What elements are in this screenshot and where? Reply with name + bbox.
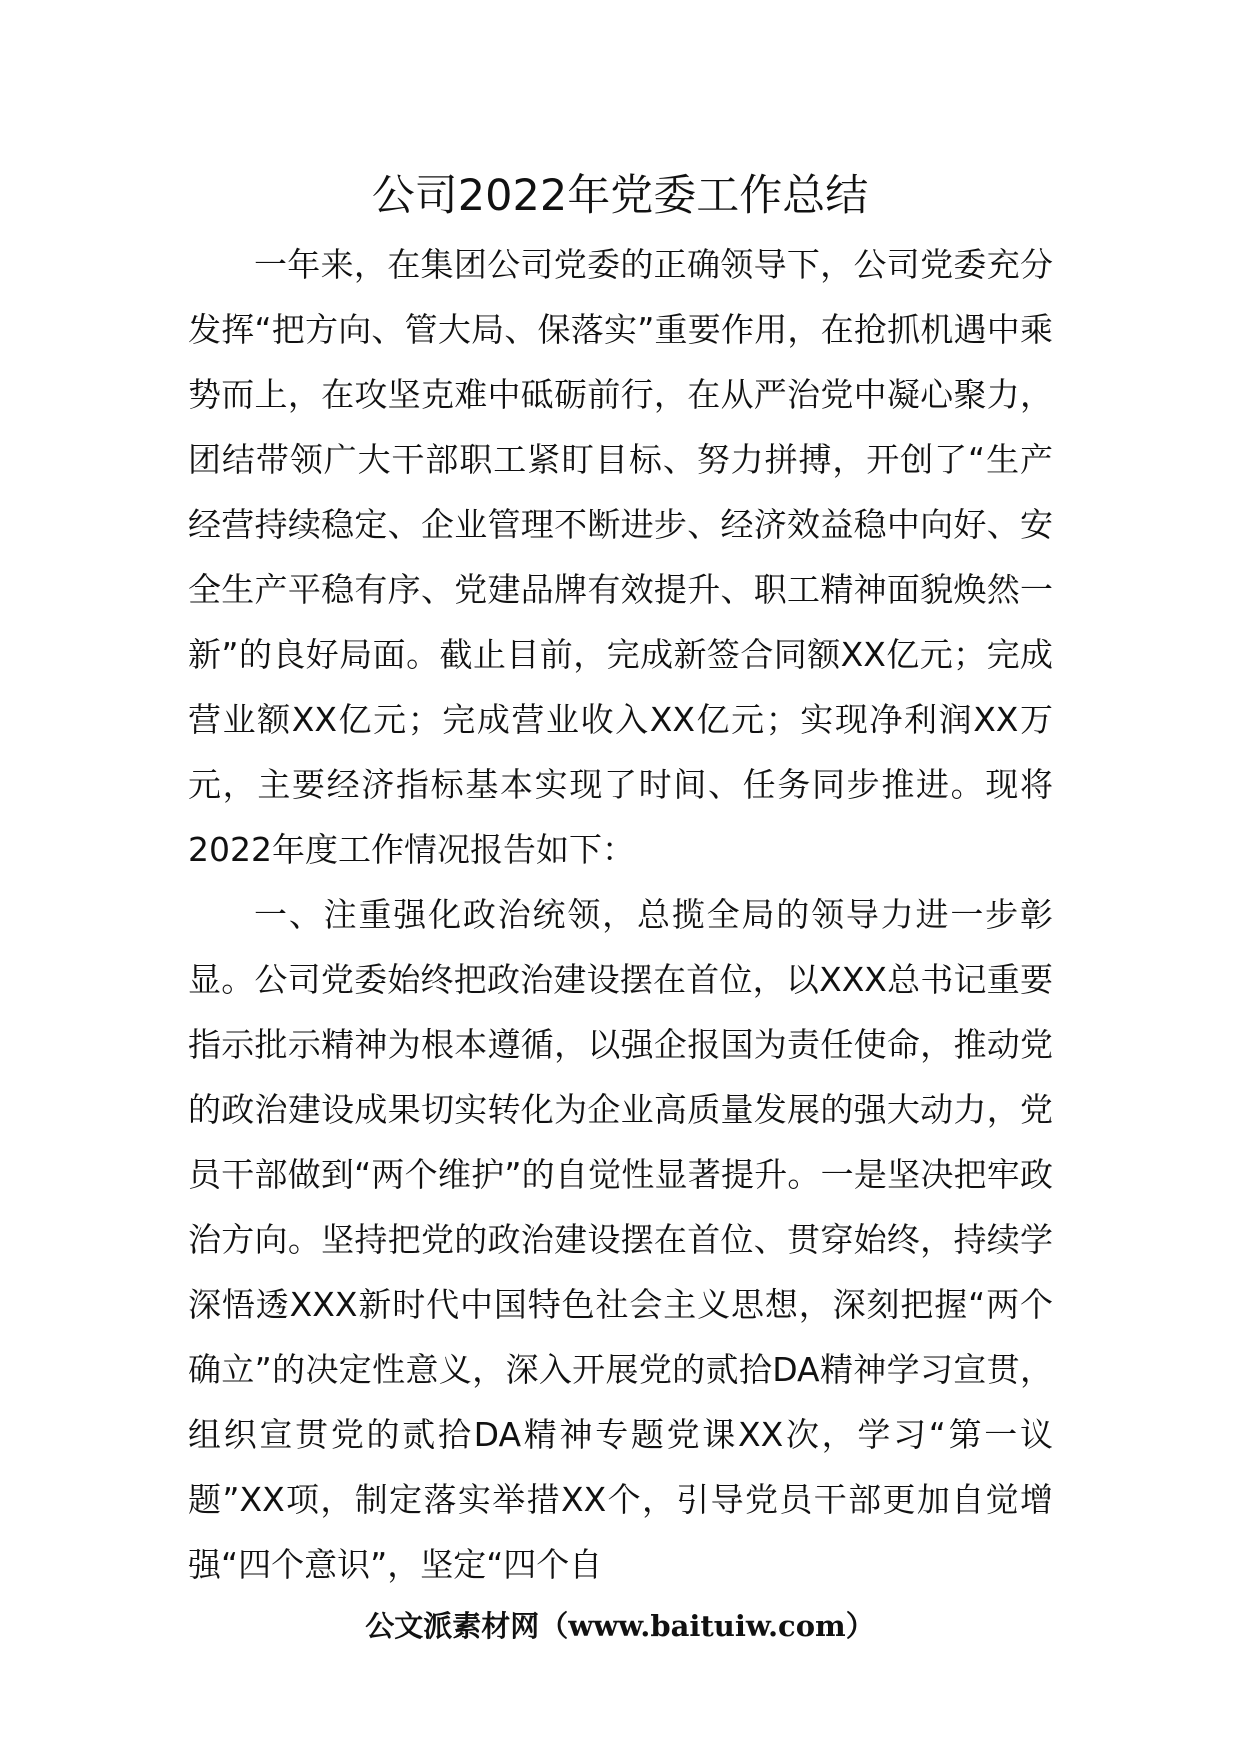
paragraph-intro: 一年来，在集团公司党委的正确领导下，公司党委充分发挥“把方向、管大局、保落实”重要作用，在抢抓机遇中乘势而上，在攻坚克难中砥砺前行，在从严治党中凝心聚力，团结带领广大干部职工紧盯目标、努力拼搏，开创了“生产经营持续稳定、企业管理不断进步、经济效益稳中向好、安全生产平稳有序、党建品牌有效提升、职工精神面貌焕然一新”的良好局面。截止目前，完成新签合同额XX亿元；完成营业额XX亿元；完成营业收入XX亿元；实现净利润XX万元，主要经济指标基本实现了时间、任务同步推进。现将2022年度工作情况报告如下： bbox=[188, 245, 1053, 869]
document-title: 公司2022年党委工作总结 bbox=[371, 171, 869, 221]
paragraph-section-one: 一、注重强化政治统领，总揽全局的领导力进一步彰显。公司党委始终把政治建设摆在首位，以XXX总书记重要指示批示精神为根本遵循，以强企报国为责任使命，推动党的政治建设成果切实转化为企业高质量发展的强大动力，党员干部做到“两个维护”的自觉性显著提升。一是坚决把牢政治方向。坚持把党的政治建设摆在首位、贯穿始终，持续学深悟透XXX新时代中国特色社会主义思想，深刻把握“两个确立”的决定性意义，深入开展党的贰拾DA精神学习宣贯，组织宣贯党的贰拾DA精神专题党课XX次，学习“第一议题”XX项，制定落实举措XX个，引导党员干部更加自觉增强“四个意识”，坚定“四个自 bbox=[188, 895, 1053, 1584]
footer-source: 公文派素材网（www.baituiw.com） bbox=[365, 1609, 875, 1643]
document-body bbox=[188, 232, 1053, 1597]
